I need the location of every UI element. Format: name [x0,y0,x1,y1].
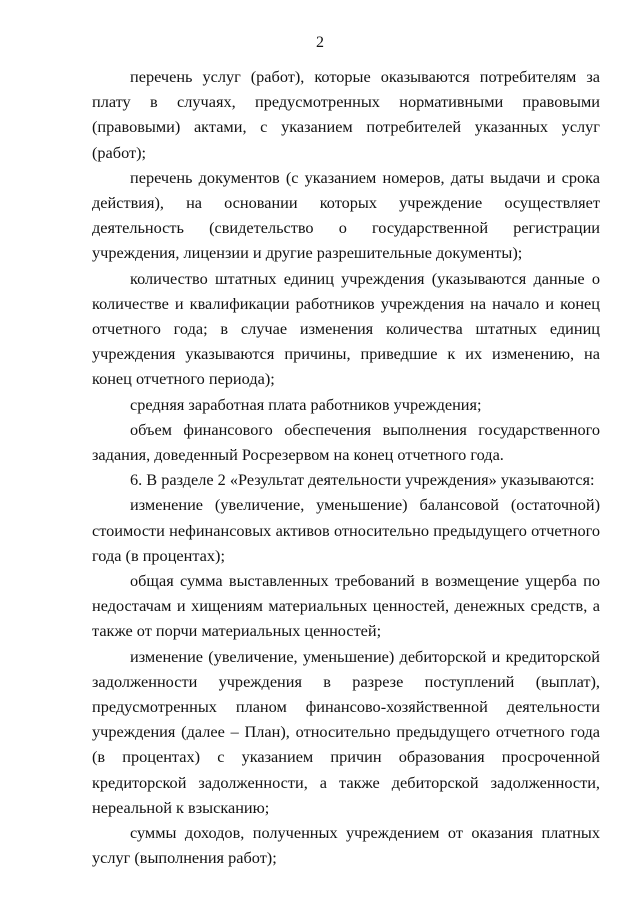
paragraph-documents-list: перечень документов (с указанием номеров, даты выдачи и срока действия), на основании которых учреждение осуществляет деятельность (свидетельство о государственной регистрации учреждения, лицензии и другие разрешительные документы); [92,167,600,263]
page-number: 2 [316,34,324,51]
paragraph-paid-services-income: суммы доходов, полученных учреждением от оказания платных услуг (выполнения работ); [92,823,600,868]
paragraph-nonfinancial-assets-change: изменение (увеличение, уменьшение) балансовой (остаточной) стоимости нефинансовых активов относительно предыдущего отчетного года (в процентах); [92,495,600,565]
paragraph-financial-provision: объем финансового обеспечения выполнения государственного задания, доведенный Росрезервом на конец отчетного года. [92,419,600,465]
document-body [92,64,600,871]
paragraph-average-salary: средняя заработная плата работников учреждения; [130,394,482,414]
paragraph-staff-units: количество штатных единиц учреждения (указываются данные о количестве и квалификации работников учреждения на начало и конец отчетного года; в случае изменения количества штатных единиц учреждения указываются причины, приведшие к их изменению, на конец отчетного периода); [92,268,600,389]
paragraph-section-2-heading: 6. В разделе 2 «Результат деятельности учреждения» указываются: [130,470,595,490]
paragraph-receivables-payables-change: изменение (увеличение, уменьшение) дебиторской и кредиторской задолженности учреждения в разрезе поступлений (выплат), предусмотренных планом финансово-хозяйственной деятельности учреждения (далее – План), относительно предыдущего отчетного года (в процентах) с указанием причин образования просроченной кредиторской задолженности, а также дебиторской задолженности, нереальной к взысканию; [92,646,600,817]
paragraph-paid-services-list: перечень услуг (работ), которые оказываются потребителям за плату в случаях, предусмотренных нормативными правовыми (правовыми) актами, с указанием потребителей указанных услуг (работ); [92,67,600,162]
paragraph-damage-claims: общая сумма выставленных требований в возмещение ущерба по недостачам и хищениям материальных ценностей, денежных средств, а также от порчи материальных ценностей; [92,571,600,641]
